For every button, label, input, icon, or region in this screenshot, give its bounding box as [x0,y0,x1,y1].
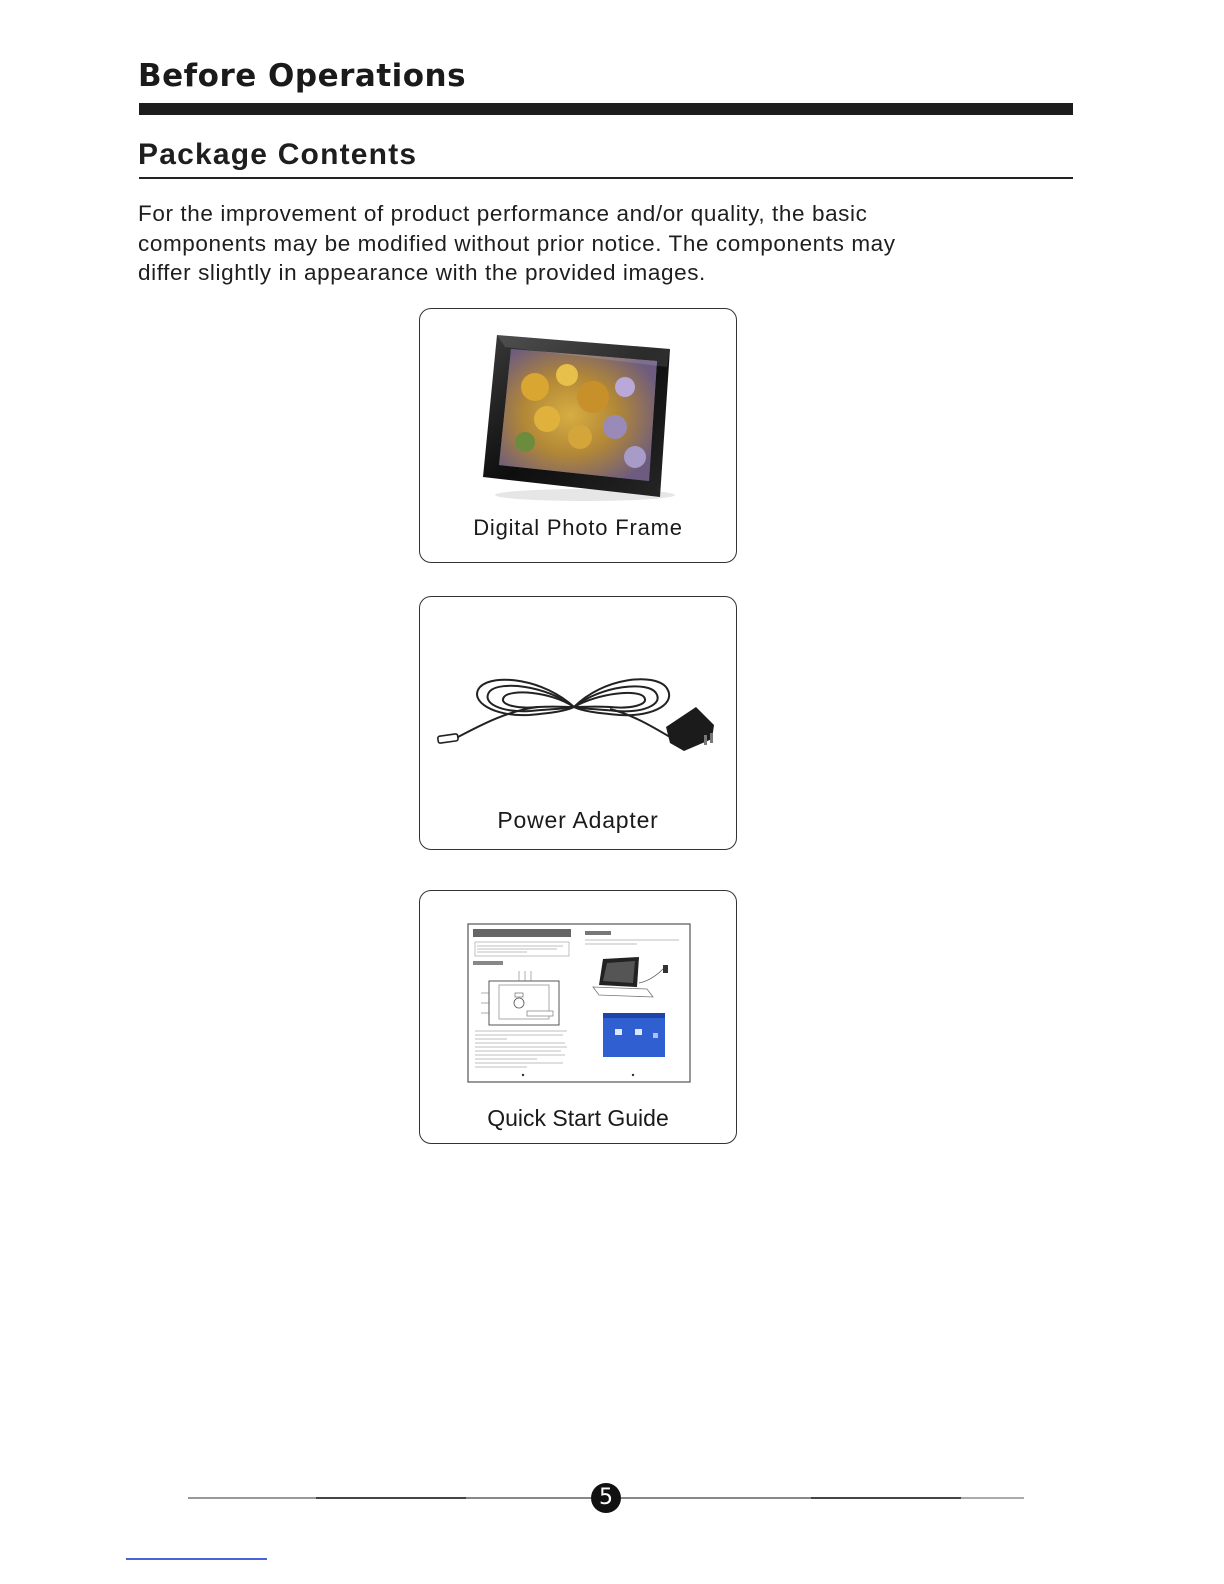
intro-line: components may be modified without prior notice. The components may [138,230,896,256]
footer-rule [188,1497,316,1499]
item-label: Power Adapter [497,807,659,833]
item-card-quick-start-guide [419,890,737,1144]
page-number: 5 [591,1483,621,1513]
intro-line: differ slightly in appearance with the provided images. [138,260,706,285]
footer-rule [811,1497,961,1499]
footnote-link-line [126,1558,267,1560]
footer-rule [316,1497,466,1499]
power-adapter-image [434,669,724,759]
intro-line: For the improvement of product performance and/or quality, the basic [138,201,868,226]
digital-photo-frame-image [475,327,685,505]
item-label: Digital Photo Frame [473,515,683,540]
item-card-power-adapter [419,596,737,850]
item-label: Quick Start Guide [487,1105,669,1131]
section-rule [139,177,1073,179]
quick-start-guide-image [467,923,691,1083]
item-card-photo-frame [419,308,737,563]
heading-rule [139,103,1073,115]
section-title: Package Contents [138,138,418,171]
intro-paragraph [138,199,1038,288]
footer-rule [961,1497,1024,1499]
footer-rule [621,1497,811,1499]
footer-rule [466,1497,591,1499]
page-heading: Before Operations [138,58,467,94]
